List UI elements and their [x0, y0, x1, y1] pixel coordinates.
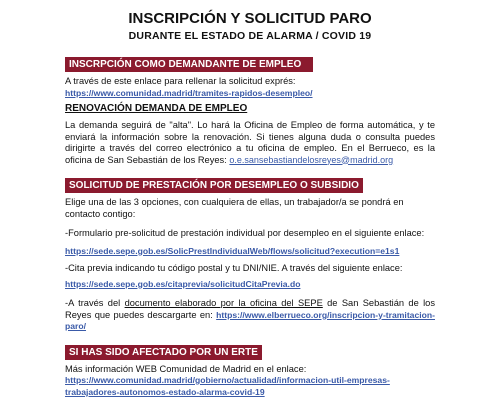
option1-link[interactable]: https://sede.sepe.gob.es/SolicPrestIndividualWeb/flows/solicitud?execution=e1s1: [65, 245, 400, 256]
prestacion-intro: Elige una de las 3 opciones, con cualquiera de ellas, un trabajador/a se pondrá en contacto contigo:: [65, 197, 404, 219]
inscripcion-link[interactable]: https://www.comunidad.madrid/tramites-rapidos-desempleo/: [65, 87, 313, 98]
section-banner-inscripcion: INSCRPCIÓN COMO DEMANDANTE DE EMPLEO: [65, 57, 313, 72]
erte-text: Más información WEB Comunidad de Madrid en el enlace:: [65, 363, 307, 374]
section-erte: [65, 342, 435, 399]
section-renovacion: [65, 103, 435, 166]
erte-link[interactable]: https://www.comunidad.madrid/gobierno/actualidad/informacion-util-empresas-trabajadores-autonomos-estado-alarma-covid-19: [65, 375, 390, 397]
option3-text-a: -A través del: [65, 298, 121, 308]
page-subtitle: DURANTE EL ESTADO DE ALARMA / COVID 19: [128, 30, 372, 42]
option3-link[interactable]: https://www.elberrueco.org/inscripcion-y-tramitacion-paro/: [65, 309, 435, 331]
section-prestacion: [65, 175, 435, 333]
option1-text: -Formulario pre-solicitud de prestación individual por desempleo en el siguiente enlace:: [65, 228, 425, 238]
section-banner-prestacion: SOLICITUD DE PRESTACIÓN POR DESEMPLEO O SUBSIDIO: [65, 178, 363, 193]
renovacion-body: La demanda seguirá de "alta". Lo hará la Oficina de Empleo de forma automática, y te enviará la información sobre la renovación. Si tienes alguna duda o consulta puedes dirigirte a través del correo electrónico a tu oficina de empleo. En el Berrueco, es la oficina de San Sebastián de los Reyes:: [65, 120, 435, 165]
option2-link[interactable]: https://sede.sepe.gob.es/citaprevia/solicitudCitaPrevia.do: [65, 278, 301, 289]
option3-text: [65, 298, 435, 333]
inscripcion-text: A través de este enlace para rellenar la solicitud exprés:: [65, 76, 296, 86]
option3-document-ref: documento elaborado por la oficina del SEPE: [124, 298, 323, 308]
renovacion-text: [65, 120, 435, 166]
page-title: INSCRIPCIÓN Y SOLICITUD PARO: [128, 10, 372, 27]
option3-text-b: de San Sebastián de los Reyes que puedes descargarte en:: [65, 298, 435, 320]
section-inscripcion: [65, 54, 435, 99]
section-banner-erte: SI HAS SIDO AFECTADO POR UN ERTE: [65, 345, 262, 360]
renovacion-email-link[interactable]: o.e.sansebastiandelosreyes@madrid.org: [229, 154, 394, 165]
option2-text: -Cita previa indicando tu código postal y tu DNI/NIE. A través del siguiente enlace:: [65, 263, 403, 273]
section-heading-renovacion: RENOVACIÓN DEMANDA DE EMPLEO: [65, 103, 248, 114]
